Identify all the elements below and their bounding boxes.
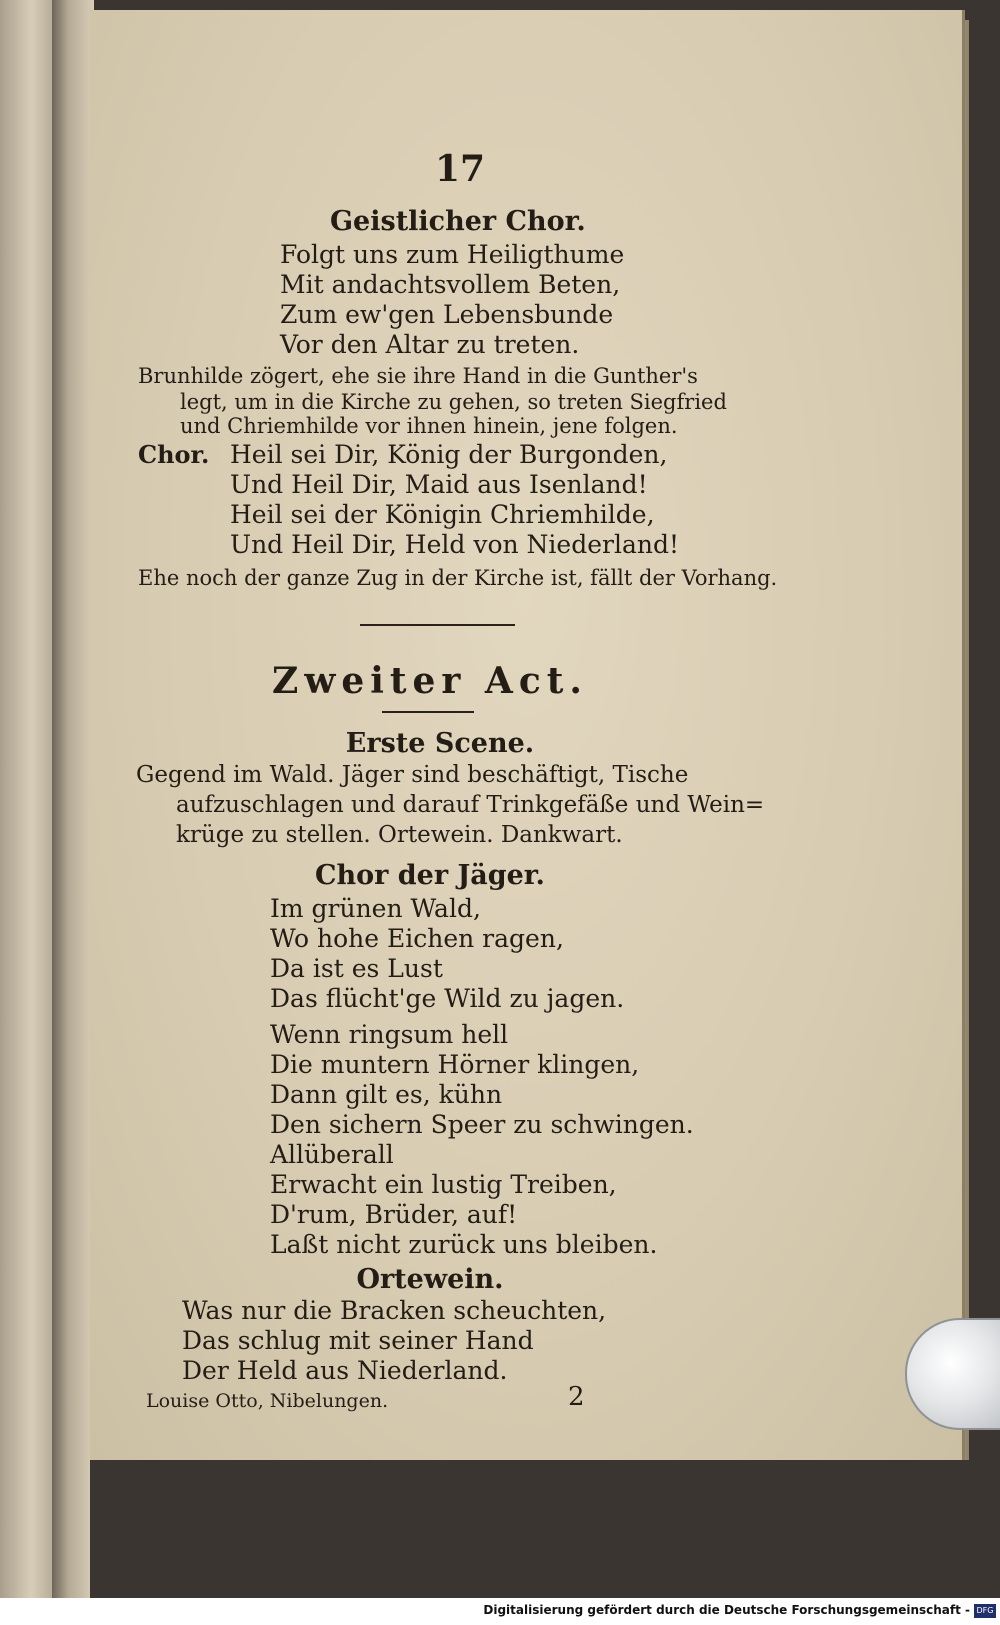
stage-direction-line: krüge zu stellen. Ortewein. Dankwart. — [176, 822, 623, 848]
signature-mark: 2 — [568, 1382, 585, 1412]
digitization-footer — [0, 1601, 1000, 1625]
speaker-geistlicher-chor: Geistlicher Chor. — [330, 206, 586, 237]
verse-line: Und Heil Dir, Held von Niederland! — [230, 530, 680, 559]
digitization-note: Digitalisierung gefördert durch die Deutsche Forschungsgemeinschaft - — [483, 1603, 970, 1617]
verse-line: Wenn ringsum hell — [270, 1020, 509, 1049]
page-number: 17 — [434, 148, 486, 190]
verse-line: Allüberall — [270, 1140, 394, 1169]
verse-line: Vor den Altar zu treten. — [280, 330, 580, 359]
stage-direction-line: Gegend im Wald. Jäger sind beschäftigt, Tische — [136, 762, 689, 788]
verse-line: Den sichern Speer zu schwingen. — [270, 1110, 694, 1139]
verse-line: Was nur die Bracken scheuchten, — [182, 1296, 607, 1325]
speaker-ortewein: Ortewein. — [356, 1264, 504, 1295]
stage-direction-line: legt, um in die Kirche zu gehen, so treten Siegfried — [180, 390, 727, 414]
verse-line: Laßt nicht zurück uns bleiben. — [270, 1230, 658, 1259]
stage-direction-line: und Chriemhilde vor ihnen hinein, jene folgen. — [180, 414, 678, 438]
dfg-logo: DFG — [974, 1604, 996, 1618]
verse-line: Erwacht ein lustig Treiben, — [270, 1170, 617, 1199]
book-gutter — [52, 0, 94, 1598]
facing-page-edge — [0, 0, 52, 1598]
section-rule — [360, 624, 515, 626]
running-footer: Louise Otto, Nibelungen. — [146, 1390, 389, 1412]
verse-line: Im grünen Wald, — [270, 894, 481, 923]
verse-line: Da ist es Lust — [270, 954, 443, 983]
act-underline — [382, 711, 474, 713]
speaker-chor: Chor. — [138, 440, 210, 469]
act-title: Zweiter Act. — [272, 660, 588, 702]
scan-bottom-margin — [90, 1460, 970, 1598]
verse-line: Mit andachtsvollem Beten, — [280, 270, 621, 299]
speaker-chor-der-jaeger: Chor der Jäger. — [315, 860, 545, 891]
scene-title: Erste Scene. — [345, 728, 535, 759]
stage-direction-line: Brunhilde zögert, ehe sie ihre Hand in die Gunther's — [138, 364, 698, 388]
verse-line: Heil sei der Königin Chriemhilde, — [230, 500, 655, 529]
stage-direction-curtain: Ehe noch der ganze Zug in der Kirche ist, fällt der Vorhang. — [138, 566, 778, 590]
verse-line: Der Held aus Niederland. — [182, 1356, 508, 1385]
verse-line: Und Heil Dir, Maid aus Isenland! — [230, 470, 648, 499]
verse-line: Wo hohe Eichen ragen, — [270, 924, 564, 953]
verse-line: Das schlug mit seiner Hand — [182, 1326, 534, 1355]
verse-line: Zum ew'gen Lebensbunde — [280, 300, 614, 329]
verse-line: Das flücht'ge Wild zu jagen. — [270, 984, 625, 1013]
verse-line: Dann gilt es, kühn — [270, 1080, 503, 1109]
stage-direction-line: aufzuschlagen und darauf Trinkgefäße und Wein= — [176, 792, 765, 818]
verse-line: Die muntern Hörner klingen, — [270, 1050, 640, 1079]
verse-line: Heil sei Dir, König der Burgonden, — [230, 440, 668, 469]
verse-line: Folgt uns zum Heiligthume — [280, 240, 625, 269]
verse-line: D'rum, Brüder, auf! — [270, 1200, 518, 1229]
